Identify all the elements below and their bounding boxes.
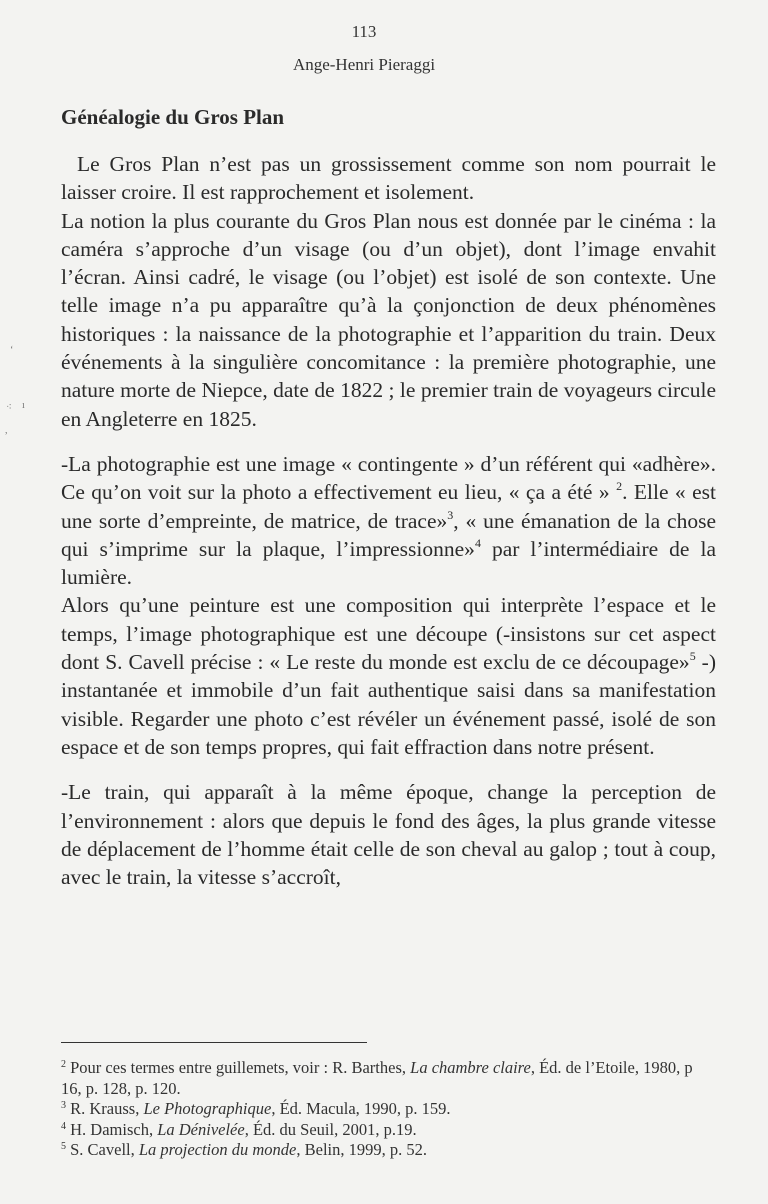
running-head-author: Ange-Henri Pieraggi: [292, 55, 436, 74]
body-text: [61, 100, 716, 891]
footnote-number: 5: [61, 1141, 66, 1152]
footnote-text: R. Krauss,: [70, 1099, 144, 1118]
text-run: . Elle « est une sorte d’empreinte, de matrice, de trace»: [61, 480, 716, 533]
footnote-text: , Éd. du Seuil, 2001, p.19.: [244, 1119, 417, 1139]
text-run: Alors qu’une peinture est une composition qui interprète l’espace et le temps, l’image photographique est une découpe (-insistons sur cet aspect dont S. Cavell précise : « Le reste du monde est exclu de ce découpage»: [61, 593, 716, 675]
paragraph: -Le train, qui apparaît à la même époque, change la perception de l’environnement : alors que depuis le fond des âges, la plus grande vitesse de déplacement de l’homme était celle de son cheval au galop ; tout à coup, avec le train, la vitesse s’accroît,: [61, 780, 716, 890]
footnote-title: Le Photographique: [143, 1099, 272, 1118]
footnote-title: La chambre claire: [410, 1058, 531, 1077]
paragraph: [61, 450, 716, 591]
footnote-ref[interactable]: 5: [689, 649, 696, 664]
footnote-number: 4: [61, 1120, 66, 1132]
footnote-ref[interactable]: 3: [447, 507, 454, 522]
footnote-text: Pour ces termes entre guillemets, voir : R. Barthes,: [70, 1058, 411, 1077]
margin-speck: ı: [22, 400, 25, 411]
footnote-number: 2: [61, 1059, 66, 1070]
footnote-title: La projection du monde: [138, 1140, 297, 1159]
footnote: [61, 1140, 701, 1161]
footnote-text: , Éd. de l’Etoile, 1980, p 16, p. 128, p. 120.: [61, 1058, 693, 1098]
page-number: 113: [351, 22, 377, 41]
margin-speck: ‘: [10, 345, 14, 356]
paragraph-gap: [61, 761, 716, 778]
paragraph: La notion la plus courante du Gros Plan nous est donnée par le cinéma : la caméra s’approche d’un visage (ou d’un objet), dont l’image envahit l’écran. Ainsi cadré, le visage (ou l’objet) est isolé de son contexte. Une telle image n’a pu apparaître qu’à la çonjonction de deux phénomènes historiques : la naissance de la photographie et l’apparition du train. Deux événements à la singulière concomitance : la première photographie, une nature morte de Niepce, date de 1822 ; le premier train de voyageurs circule en Angleterre en 1825.: [61, 208, 716, 431]
footnote: [61, 1058, 701, 1099]
margin-speck: ⁖: [6, 402, 12, 413]
footnote-ref[interactable]: 4: [474, 535, 481, 550]
section-title: Généalogie du Gros Plan: [61, 105, 285, 129]
footnote-title: La Dénivelée: [157, 1119, 245, 1139]
footnote-number: 3: [61, 1100, 66, 1111]
footnote-ref[interactable]: 2: [616, 479, 623, 494]
footnote-text: , Belin, 1999, p. 52.: [296, 1140, 427, 1159]
margin-speck: ,: [5, 425, 8, 436]
footnote-text: S. Cavell,: [70, 1140, 139, 1159]
text-run: -La photographie est une image « contingente » d’un référent qui «adhère». Ce qu’on voit sur la photo a effectivement eu lieu, « ça a été »: [61, 451, 716, 505]
paragraph: Le Gros Plan n’est pas un grossissement comme son nom pourrait le laisser croire. Il est rapprochement et isolement.: [61, 152, 716, 205]
paragraph: [61, 591, 716, 761]
footnote: [61, 1099, 701, 1120]
footnote-text: H. Damisch,: [70, 1119, 158, 1139]
text-run: , « une émanation de la chose qui s’imprime sur la plaque, l’impressionne»: [61, 508, 716, 561]
text-run: -) instantanée et immobile d’un fait authentique saisi dans sa manifestation visible. Regarder une photo c’est révéler un événement passé, isolé de son espace et de son temps propres, qui fait effraction dans notre présent.: [61, 650, 716, 759]
paragraph-gap: [61, 433, 716, 450]
footnotes: [61, 1058, 701, 1161]
text-run: par l’intermédiaire de la lumière.: [61, 536, 716, 590]
footnote: [61, 1120, 701, 1141]
footnote-text: , Éd. Macula, 1990, p. 159.: [271, 1099, 451, 1118]
footnote-separator: [61, 1042, 367, 1043]
